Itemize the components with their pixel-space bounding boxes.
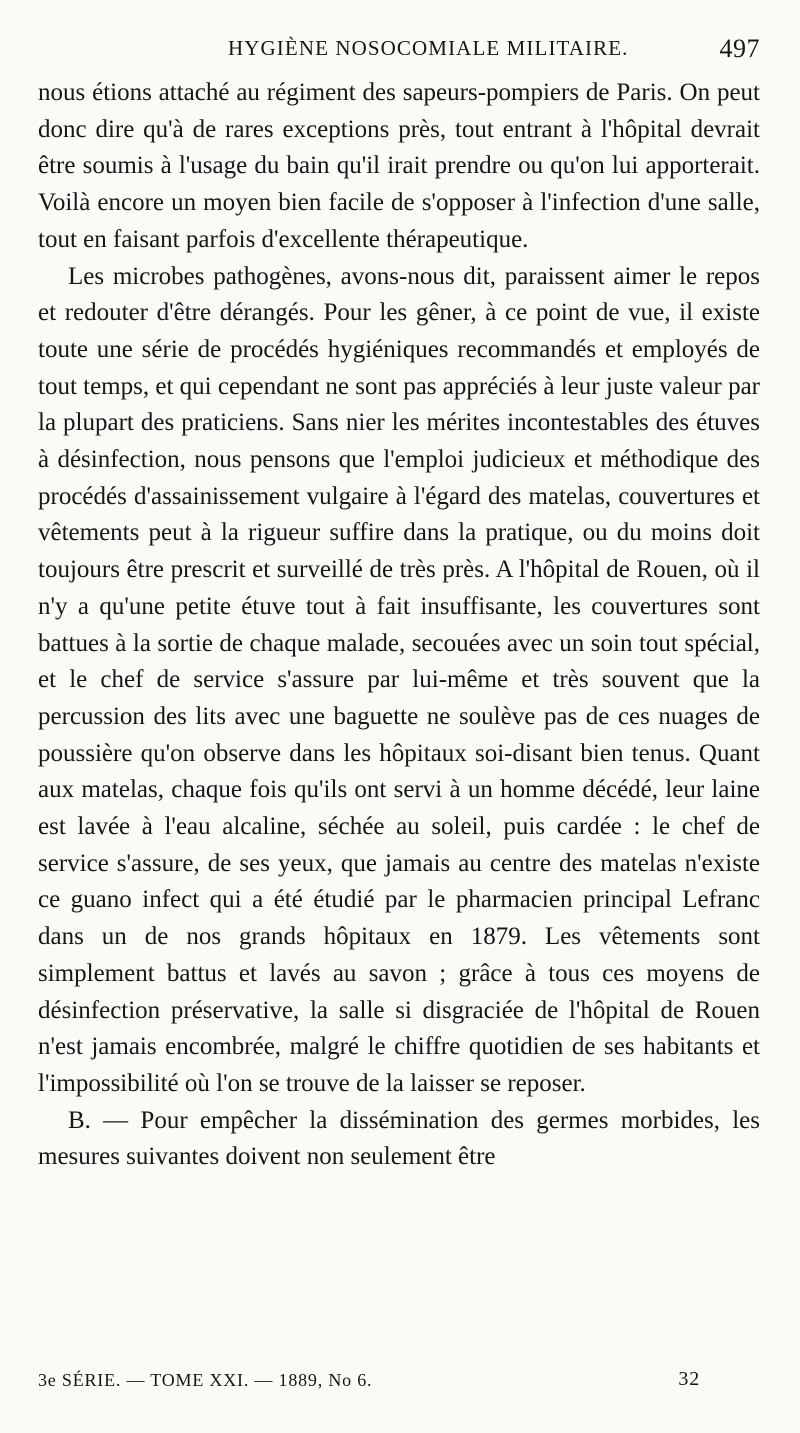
series-volume-line: 3e SÉRIE. — TOME XXI. — 1889, No 6.	[38, 1370, 373, 1390]
printer-signature-footer	[38, 1368, 760, 1398]
paragraph-continuation: nous étions attaché au régiment des sapeurs-pompiers de Paris. On peut donc dire qu'à de rares exceptions près, tout entrant à l'hôpital devrait être soumis à l'usage du bain qu'il irait prendre ou qu'on lui apporterait. Voilà encore un moyen bien facile de s'opposer à l'infection d'une salle, tout en faisant parfois d'excellente thérapeutique.	[38, 79, 760, 253]
running-head	[38, 34, 760, 68]
paragraph-microbes: Les microbes pathogènes, avons-nous dit, paraissent aimer le repos et redouter d'être dérangés. Pour les gêner, à ce point de vue, il existe toute une série de procédés hygiéniques recommandés et employés de tout temps, et qui cependant ne sont pas appréciés à leur juste valeur par la plupart des praticiens. Sans nier les mérites incontestables des étuves à désinfection, nous pensons que l'emploi judicieux et méthodique des procédés d'assainissement vulgaire à l'égard des matelas, couvertures et vêtements peut à la rigueur suffire dans la pratique, ou du moins doit toujours être prescrit et surveillé de très près. A l'hôpital de Rouen, où il n'y a qu'une petite étuve tout à fait insuffisante, les couvertures sont battues à la sortie de chaque malade, secouées avec un soin tout spécial, et le chef de service s'assure par lui-même et très souvent que la percussion des lits avec une baguette ne soulève pas de ces nuages de poussière qu'on observe dans les hôpitaux soi-disant bien tenus. Quant aux matelas, chaque fois qu'ils ont servi à un homme décédé, leur laine est lavée à l'eau alcaline, séchée au soleil, puis cardée : le chef de service s'assure, de ses yeux, que jamais au centre des matelas n'existe ce guano infect qui a été étudié par le pharmacien principal Lefranc dans un de nos grands hôpitaux en 1879. Les vêtements sont simplement battus et lavés au savon ; grâce à tous ces moyens de désinfection préservative, la salle si disgraciée de l'hôpital de Rouen n'est jamais encombrée, malgré le chiffre quotidien de ses habitants et l'impossibilité où l'on se trouve de la laisser se reposer.	[38, 262, 760, 1097]
running-title: HYGIÈNE NOSOCOMIALE MILITAIRE.	[228, 36, 629, 60]
body-text	[38, 75, 760, 1176]
page-number: 497	[719, 34, 760, 63]
signature-number: 32	[678, 1368, 700, 1390]
paragraph-section-b: B. — Pour empêcher la dissémination des germes morbides, les mesures suivantes doivent non seulement être	[38, 1106, 760, 1171]
